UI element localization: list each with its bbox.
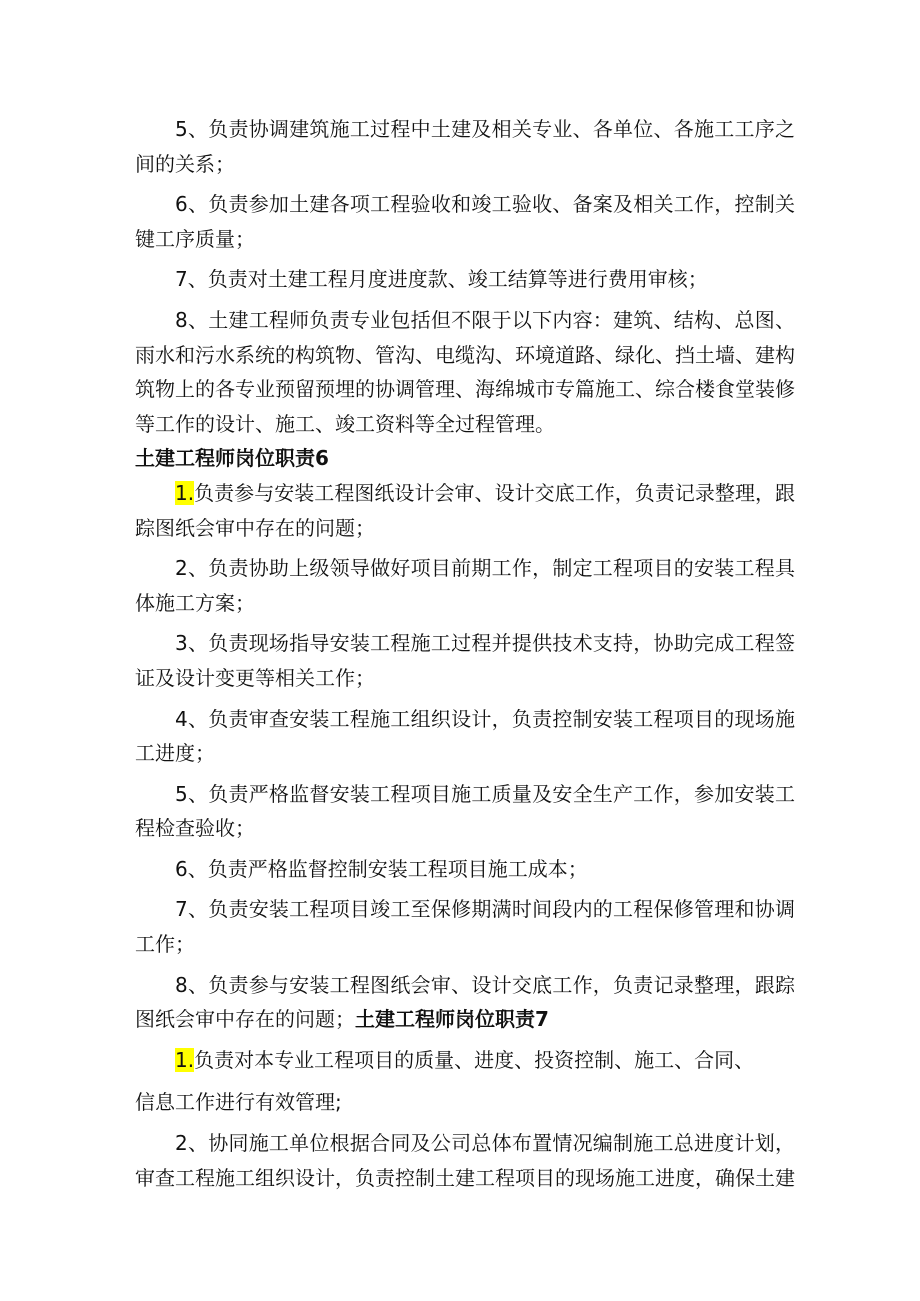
list-item: 5、负责严格监督安装工程项目施工质量及安全生产工作，参加安装工程检查验收； bbox=[135, 781, 795, 841]
list-item: 6、负责严格监督控制安装工程项目施工成本； bbox=[175, 856, 588, 881]
section-heading-6: 土建工程师岗位职责6 bbox=[135, 446, 329, 471]
list-item: 6、负责参加土建各项工程验收和竣工验收、备案及相关工作，控制关键工序质量； bbox=[135, 192, 795, 251]
highlighted-number: 1. bbox=[175, 1047, 195, 1072]
document-page bbox=[135, 112, 795, 1195]
list-item: 4、负责审查安装工程施工组织设计，负责控制安装工程项目的现场施工进度； bbox=[135, 706, 795, 766]
list-item-text: 8、负责参与安装工程图纸会审、设计交底工作，负责记录整理，跟踪图纸会审中存在的问题； bbox=[135, 972, 795, 1032]
list-item: 7、负责对土建工程月度进度款、竣工结算等进行费用审核； bbox=[175, 267, 708, 292]
list-item: 3、负责现场指导安装工程施工过程并提供技术支持，协助完成工程签证及设计变更等相关工作； bbox=[135, 631, 795, 690]
list-item: 5、负责协调建筑施工过程中土建及相关专业、各单位、各施工工序之间的关系； bbox=[135, 117, 795, 176]
list-item: 7、负责安装工程项目竣工至保修期满时间段内的工程保修管理和协调工作； bbox=[135, 897, 795, 957]
list-item-with-heading bbox=[135, 968, 795, 1037]
list-item: 8、土建工程师负责专业包括但不限于以下内容：建筑、结构、总图、雨水和污水系统的构筑物、管沟、电缆沟、环境道路、绿化、挡土墙、建构筑物上的各专业预留预埋的协调管理、海绵城市专篇施工、综合楼食堂装修等工作的设计、施工、竣工资料等全过程管理。 bbox=[135, 307, 795, 436]
list-item-continuation: 信息工作进行有效管理; bbox=[135, 1090, 342, 1115]
section-heading-7: 土建工程师岗位职责7 bbox=[355, 1007, 549, 1032]
list-item: 2、负责协助上级领导做好项目前期工作，制定工程项目的安装工程具体施工方案； bbox=[135, 556, 795, 615]
highlighted-number: 1. bbox=[175, 480, 195, 505]
list-item: 2、协同施工单位根据合同及公司总体布置情况编制施工总进度计划，审查工程施工组织设计，负责控制土建工程项目的现场施工进度，确保土建 bbox=[135, 1131, 795, 1190]
list-item-first bbox=[135, 476, 795, 545]
list-item-text: 负责对本专业工程项目的质量、进度、投资控制、施工、合同、 bbox=[194, 1047, 755, 1072]
list-item-text: 负责参与安装工程图纸设计会审、设计交底工作，负责记录整理，跟踪图纸会审中存在的问题； bbox=[135, 480, 795, 540]
list-item-first bbox=[135, 1043, 795, 1078]
